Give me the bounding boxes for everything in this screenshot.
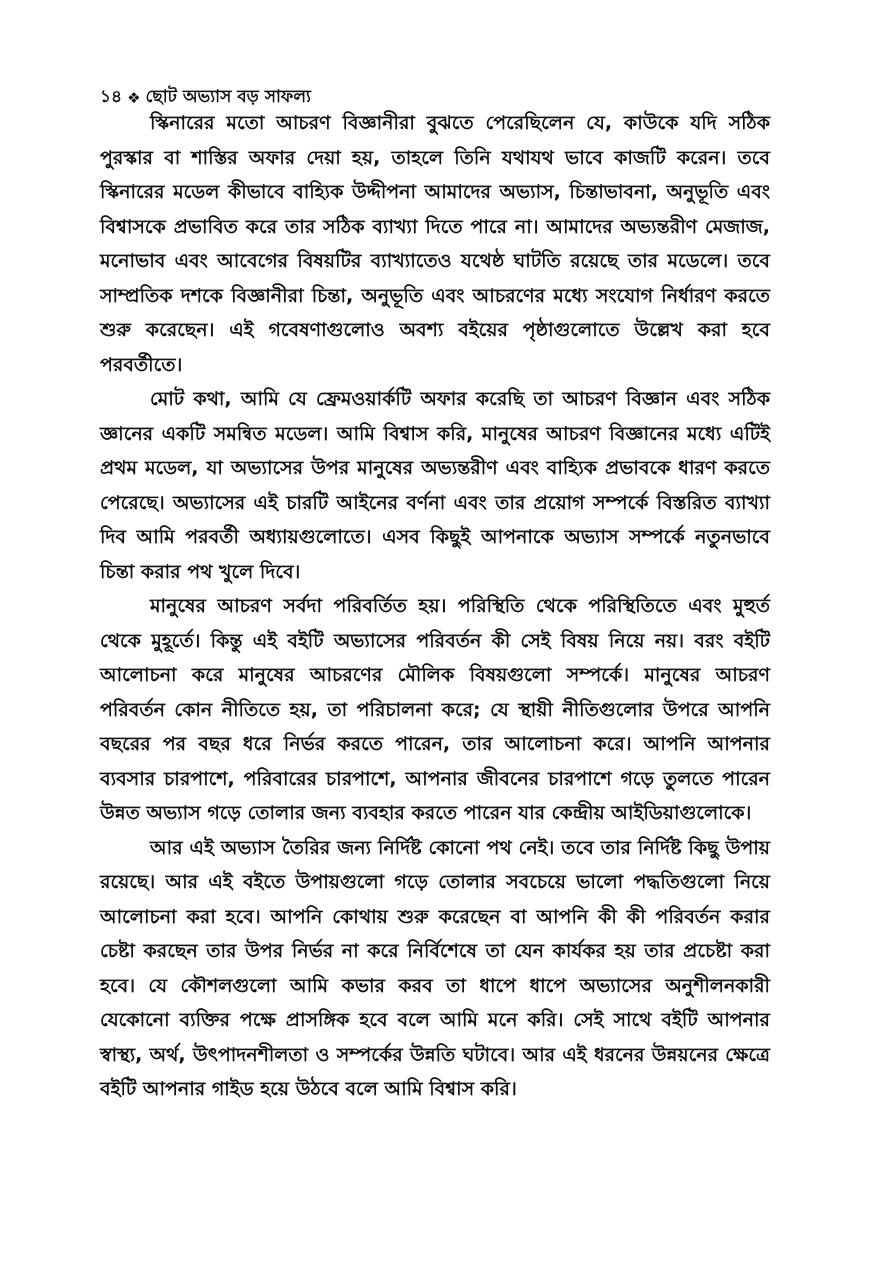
book-title: ছোট অভ্যাস বড় সাফল্য <box>145 87 311 107</box>
page-number: ১৪ <box>100 87 123 107</box>
paragraph-1: স্কিনারের মতো আচরণ বিজ্ঞানীরা বুঝতে পেরেছিলেন যে, কাউকে যদি সঠিক পুরস্কার বা শাস্তির অফার দেয়া হয়, তাহলে তিনি যথাযথ ভাবে কাজটি করেন। তবে স্কিনারের মডেল কীভাবে বাহ্যিক উদ্দীপনা আমাদের অভ্যাস, চিন্তাভাবনা, অনুভূতি এবং বিশ্বাসকে প্রভাবিত করে তার সঠিক ব্যাখ্যা দিতে পারে না। আমাদের অভ্যন্তরীণ মেজাজ, মনোভাব এবং আবেগের বিষয়টির ব্যাখ্যাতেও যথেষ্ঠ ঘাটতি রয়েছে তার মডেলে। তবে সাম্প্রতিক দশকে বিজ্ঞানীরা চিন্তা, অনুভূতি এবং আচরণের মধ্যে সংযোগ নির্ধারণ করতে শুরু করেছেন। এই গবেষণাগুলোও অবশ্য বইয়ের পৃষ্ঠাগুলোতে উল্লেখ করা হবে পরবর্তীতে। <box>100 112 770 376</box>
diamond-ornament-icon: ❖ <box>127 88 141 107</box>
paragraph-2: মোট কথা, আমি যে ফ্রেমওয়ার্কটি অফার করেছি তা আচরণ বিজ্ঞান এবং সঠিক জ্ঞানের একটি সমন্বিত মডেল। আমি বিশ্বাস করি, মানুষের আচরণ বিজ্ঞানের মধ্যে এটিই প্রথম মডেল, যা অভ্যাসের উপর মানুষের অভ্যন্তরীণ এবং বাহ্যিক প্রভাবকে ধারণ করতে পেরেছে। অভ্যাসের এই চারটি আইনের বর্ণনা এবং তার প্রয়োগ সম্পর্কে বিস্তরিত ব্যাখ্যা দিব আমি পরবর্তী অধ্যায়গুলোতে। এসব কিছুই আপনাকে অভ্যাস সম্পর্কে নতুনভাবে চিন্তা করার পথ খুলে দিবে। <box>100 388 770 583</box>
paragraph-4: আর এই অভ্যাস তৈরির জন্য নির্দিষ্ট কোনো পথ নেই। তবে তার নির্দিষ্ট কিছু উপায় রয়েছে। আর এই বইতে উপায়গুলো গড়ে তোলার সবচেয়ে ভালো পদ্ধতিগুলো নিয়ে আলোচনা করা হবে। আপনি কোথায় শুরু করেছেন বা আপনি কী কী পরিবর্তন করার চেষ্টা করছেন তার উপর নির্ভর না করে নির্বিশেষে তা যেন কার্যকর হয় তার প্রচেষ্টা করা হবে। যে কৌশলগুলো আমি কভার করব তা ধাপে ধাপে অভ্যাসের অনুশীলনকারী যেকোনো ব্যক্তির পক্ষে প্রাসঙ্গিক হবে বলে আমি মনে করি। সেই সাথে বইটি আপনার স্বাস্থ্য, অর্থ, উৎপাদনশীলতা ও সম্পর্কের উন্নতি ঘটাবে। আর এই ধরনের উন্নয়নের ক্ষেত্রে বইটি আপনার গাইড হয়ে উঠবে বলে আমি বিশ্বাস করি। <box>100 836 770 1100</box>
paragraph-3: মানুষের আচরণ সর্বদা পরিবর্তিত হয়। পরিস্থিতি থেকে পরিস্থিতিতে এবং মুহুর্ত থেকে মুহূর্তে। কিন্তু এই বইটি অভ্যাসের পরিবর্তন কী সেই বিষয় নিয়ে নয়। বরং বইটি আলোচনা করে মানুষের আচরণের মৌলিক বিষয়গুলো সম্পর্কে। মানুষের আচরণ পরিবর্তন কোন নীতিতে হয়, তা পরিচালনা করে; যে স্থায়ী নীতিগুলোর উপরে আপনি বছরের পর বছর ধরে নির্ভর করতে পারেন, তার আলোচনা করে। আপনি আপনার ব্যবসার চারপাশে, পরিবারের চারপাশে, আপনার জীবনের চারপাশে গড়ে তুলতে পারেন উন্নত অভ্যাস গড়ে তোলার জন্য ব্যবহার করতে পারেন যার কেন্দ্রীয় আইডিয়াগুলোকে। <box>100 595 770 824</box>
body-text <box>100 106 770 1107</box>
